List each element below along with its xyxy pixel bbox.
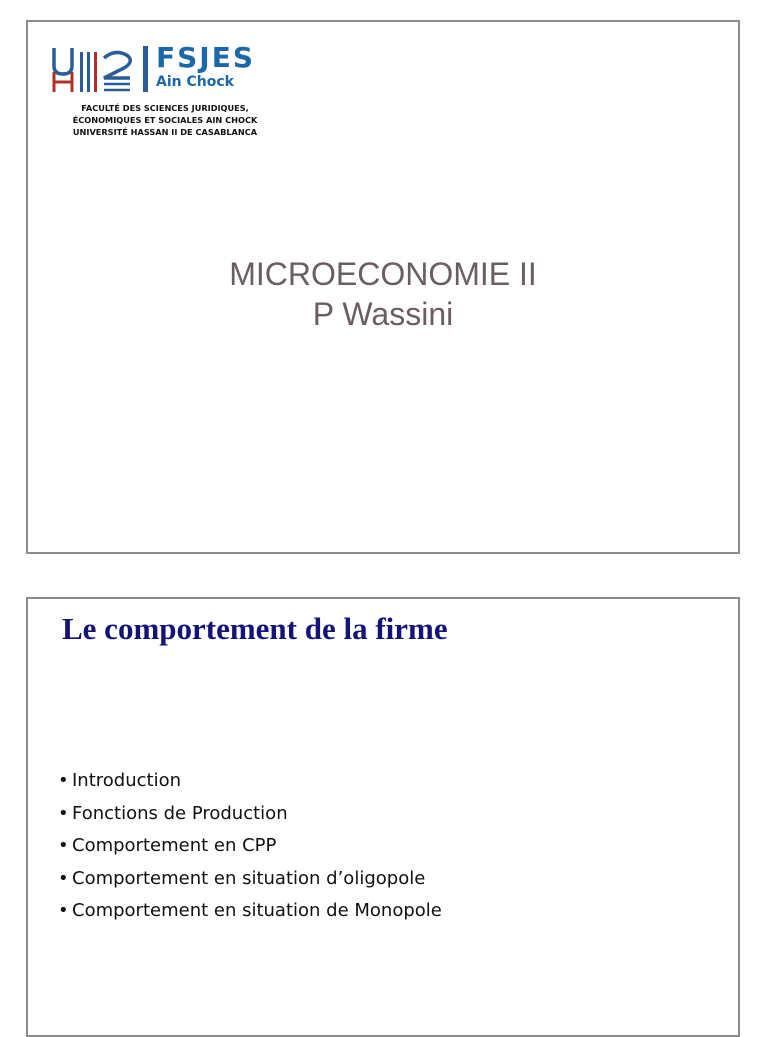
slide-2: [26, 597, 740, 1037]
list-item: [58, 767, 442, 800]
course-title-line: MICROECONOMIE II: [229, 256, 537, 292]
faculty-line-3: UNIVERSITÉ HASSAN II DE CASABLANCA: [72, 127, 258, 137]
list-item-text: Comportement en situation de Monopole: [72, 900, 442, 921]
faculty-line-1: FACULTÉ DES SCIENCES JURIDIQUES,: [81, 103, 249, 113]
bullet-icon: •: [58, 867, 69, 889]
faculty-name: [50, 102, 280, 138]
list-item-text: Comportement en situation d’oligopole: [72, 867, 426, 889]
list-item: [58, 897, 442, 930]
logo-divider: [143, 46, 148, 92]
list-item-text: Comportement en CPP: [72, 835, 277, 856]
bullet-icon: •: [58, 835, 69, 856]
uh2c-logo-mark: [50, 46, 136, 94]
list-item: [58, 865, 442, 898]
list-item: [58, 800, 442, 833]
faculty-line-2: ÉCONOMIQUES ET SOCIALES AIN CHOCK: [72, 115, 258, 125]
list-item: [58, 832, 442, 865]
professor-name: P Wassini: [312, 296, 454, 332]
list-item-text: Introduction: [72, 770, 182, 791]
bullet-icon: •: [58, 802, 69, 824]
course-title: [28, 254, 738, 334]
bullet-icon: •: [58, 900, 69, 921]
slide-1: [26, 20, 740, 554]
list-item-text: Fonctions de Production: [72, 802, 288, 824]
brand-subtitle: Ain Chock: [156, 74, 234, 90]
slide-heading: Le comportement de la firme: [62, 611, 448, 646]
bullet-list: [58, 767, 442, 930]
brand-name: FSJES: [156, 41, 256, 74]
university-logo: [50, 41, 280, 138]
bullet-icon: •: [58, 770, 69, 791]
